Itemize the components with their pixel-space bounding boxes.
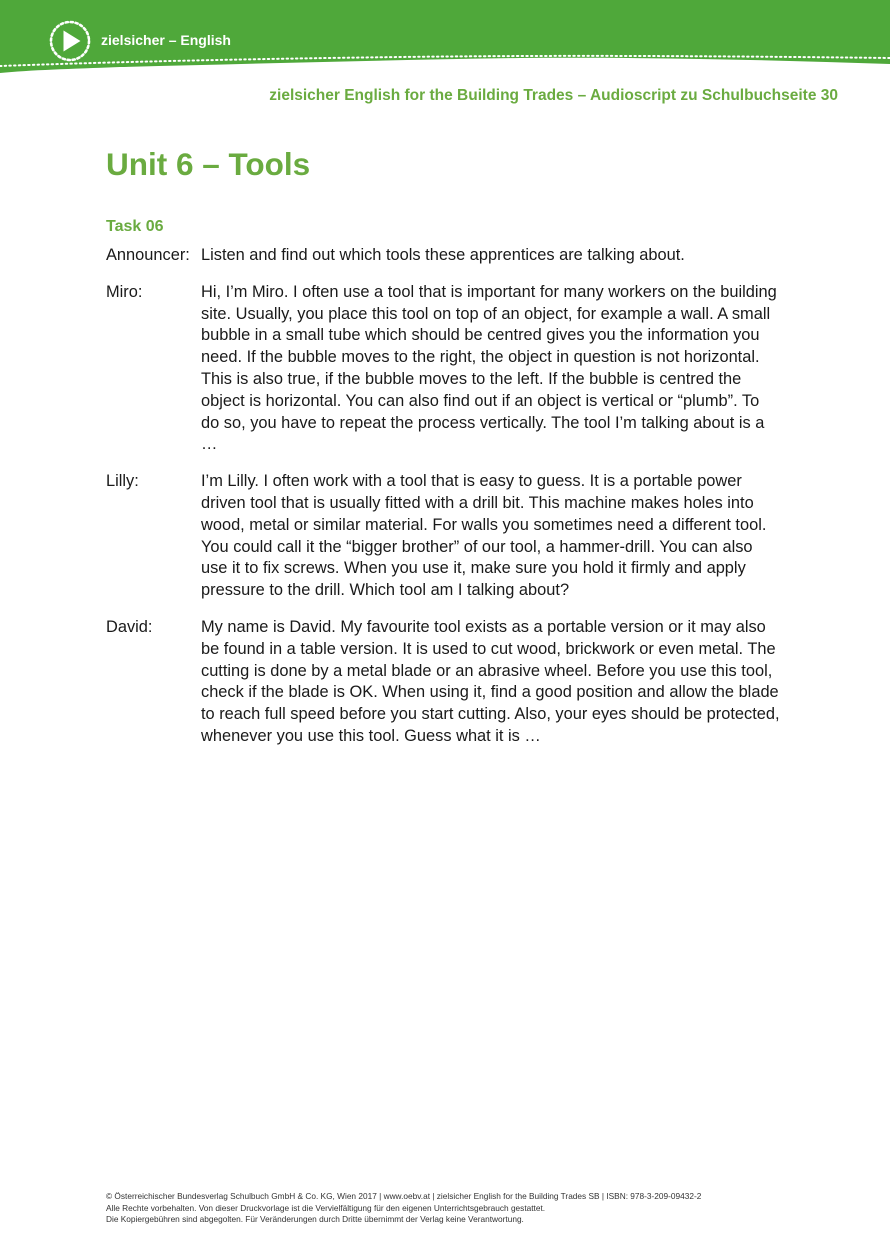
audioscript: [106, 245, 826, 763]
speaker-label: Announcer:: [106, 246, 190, 264]
speech-line: Listen and find out which tools these apprentices are talking about.: [201, 246, 685, 264]
speech-line: …: [201, 435, 218, 454]
speech-line: be found in a table version. It is used to cut wood, brickwork or even metal. The: [201, 639, 776, 658]
footer-line: Alle Rechte vorbehalten. Von dieser Druckvorlage ist die Vervielfältigung für den eigenen Unterrichtsgebrauch gestattet.: [106, 1202, 546, 1213]
speech-line: Hi, I’m Miro. I often use a tool that is important for many workers on the building: [201, 282, 777, 301]
speech-line: object is horizontal. You can also find out if an object is vertical or “plumb”. To: [201, 391, 760, 410]
speech-line: pressure to the drill. Which tool am I talking about?: [201, 581, 570, 600]
speech-line: My name is David. My favourite tool exists as a portable version or it may also: [201, 617, 766, 636]
speech-line: site. Usually, you place this tool on top of an object, for example a wall. A small: [201, 304, 771, 323]
speaker-label: Lilly:: [106, 472, 139, 491]
speech-line: to reach full speed before you start cutting. Also, your eyes should be protected,: [201, 705, 780, 724]
speech-line: use it to fix screws. When you use it, make sure you hold it firmly and apply: [201, 559, 746, 578]
dialogue-entry-lilly: [106, 471, 826, 602]
task-label: Task 06: [106, 218, 164, 235]
footer-line: © Österreichischer Bundesverlag Schulbuch GmbH & Co. KG, Wien 2017 | www.oebv.at | zielsicher English for the Building Trades SB | ISBN: 978-3-209-09432-2: [106, 1191, 702, 1201]
speech-line: This is also true, if the bubble moves to the left. If the bubble is centred the: [201, 369, 742, 388]
page-title: Unit 6 – Tools: [106, 146, 311, 182]
speech-line: You could call it the “bigger brother” of our tool, a hammer-drill. You can also: [201, 537, 753, 556]
speech-line: cutting is done by a metal blade or an abrasive wheel. Before you use this tool,: [201, 661, 773, 680]
speaker-label: Miro:: [106, 282, 143, 301]
speech-text: [201, 617, 826, 748]
speech-line: bubble in a small tube which should be centred gives you the information you: [201, 326, 760, 345]
speech-line: driven tool that is usually fitted with a drill bit. This machine makes holes into: [201, 493, 754, 512]
speech-line: wood, metal or similar material. For walls you sometimes need a different tool.: [201, 515, 767, 534]
copyright-footer: [106, 1191, 701, 1226]
dialogue-entry-announcer: [106, 245, 826, 267]
speaker-label: David:: [106, 617, 153, 636]
speech-text: [201, 245, 826, 267]
speech-line: do so, you have to repeat the process vertically. The tool I’m talking about is a: [201, 413, 765, 432]
speech-line: check if the blade is OK. When using it, find a good position and allow the blade: [201, 683, 779, 702]
footer-line: Die Kopiergebühren sind abgegolten. Für Veränderungen durch Dritte übernimmt der Verlag keine Verantwortung.: [106, 1214, 524, 1224]
speech-line: need. If the bubble moves to the right, the object in question is not horizontal.: [201, 348, 760, 367]
dialogue-entry-miro: [106, 282, 826, 456]
speech-text: [201, 471, 826, 602]
speech-line: whenever you use this tool. Guess what it is …: [201, 726, 541, 745]
brand-name: zielsicher – English: [101, 32, 231, 48]
speech-line: I’m Lilly. I often work with a tool that is easy to guess. It is a portable power: [201, 472, 742, 491]
page-subtitle: zielsicher English for the Building Trades – Audioscript zu Schulbuchseite 30: [269, 87, 838, 104]
dialogue-entry-david: [106, 617, 826, 748]
speech-text: [201, 282, 826, 456]
